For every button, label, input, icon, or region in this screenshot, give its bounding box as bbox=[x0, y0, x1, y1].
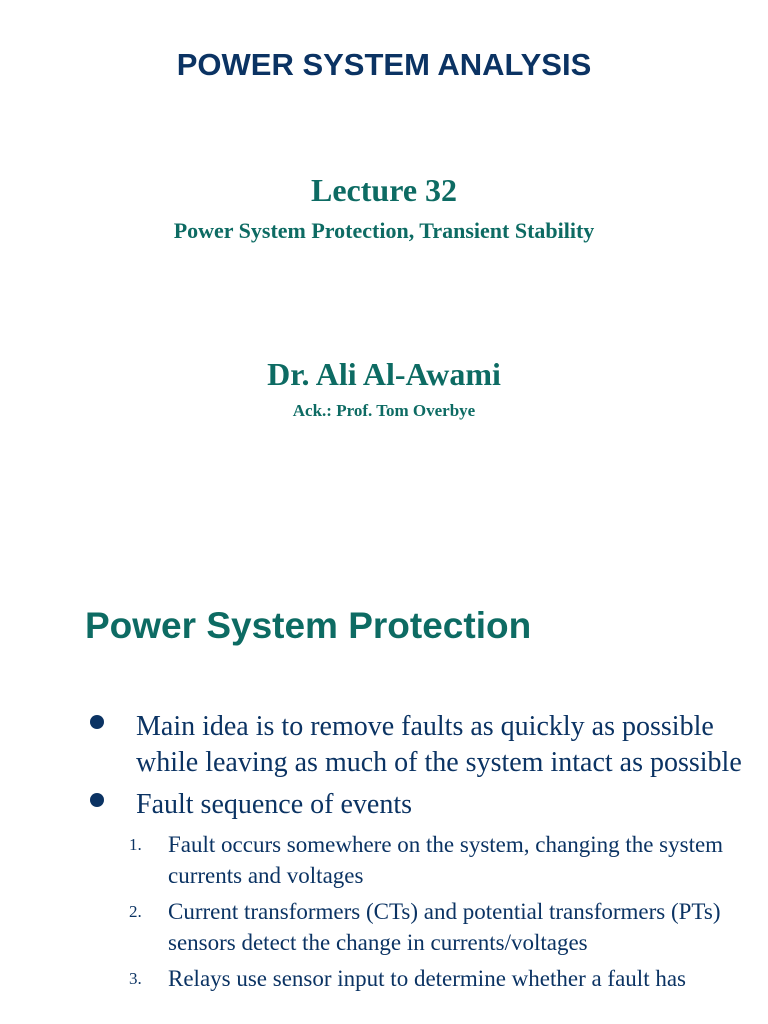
step-number: 1. bbox=[129, 835, 142, 854]
bullet-item bbox=[90, 787, 760, 994]
bullet-item bbox=[90, 709, 760, 781]
slide-title: POWER SYSTEM ANALYSIS bbox=[176, 47, 592, 82]
lecture-topic: Power System Protection, Transient Stability bbox=[173, 218, 595, 243]
author-name: Dr. Ali Al-Awami bbox=[267, 356, 501, 392]
step-text: Relays use sensor input to determine whether a fault has bbox=[168, 966, 686, 991]
step-number: 3. bbox=[129, 969, 142, 988]
step-text: Fault occurs somewhere on the system, changing the system currents and voltages bbox=[168, 832, 724, 888]
bullet-list bbox=[90, 709, 760, 1000]
acknowledgement: Ack.: Prof. Tom Overbye bbox=[292, 401, 476, 420]
fault-sequence-list bbox=[122, 829, 760, 994]
bullet-text: Fault sequence of events bbox=[136, 789, 413, 820]
bullet-text: Main idea is to remove faults as quickly as possible while leaving as much of the system intact as possible bbox=[136, 711, 742, 778]
sequence-step bbox=[122, 963, 760, 994]
sequence-step bbox=[122, 829, 760, 891]
step-text: Current transformers (CTs) and potential transformers (PTs) sensors detect the change in currents/voltages bbox=[168, 899, 721, 955]
bullet-dot-icon bbox=[90, 793, 104, 807]
bullet-dot-icon bbox=[90, 715, 104, 729]
step-number: 2. bbox=[129, 902, 142, 921]
lecture-number: Lecture 32 bbox=[310, 172, 458, 208]
sequence-step bbox=[122, 896, 760, 958]
section-heading: Power System Protection bbox=[85, 605, 532, 646]
